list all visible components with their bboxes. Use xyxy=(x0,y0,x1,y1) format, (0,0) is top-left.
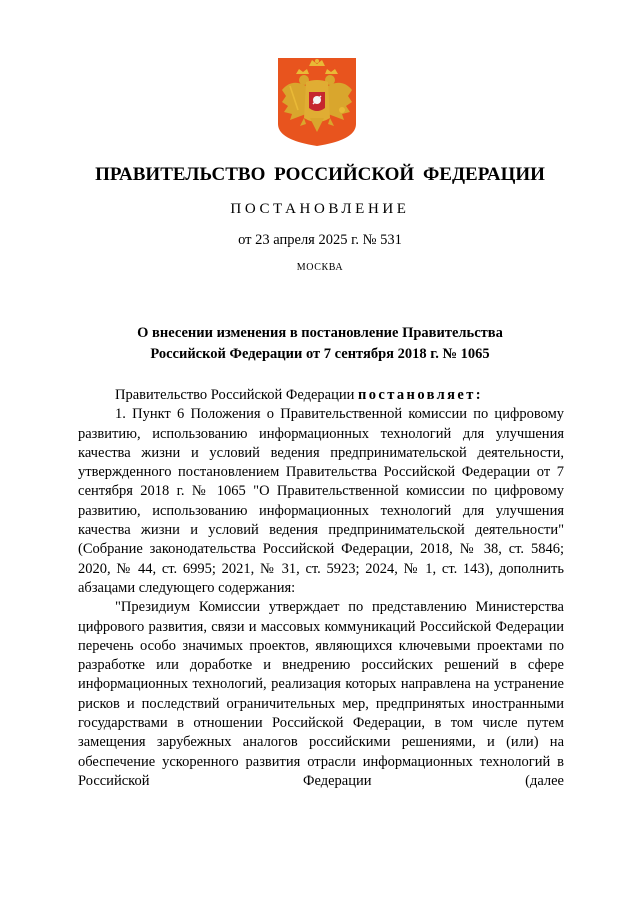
city: МОСКВА xyxy=(296,262,344,273)
paragraph-1: 1. Пункт 6 Положения о Правительственной комиссии по цифровому развитию, использованию информационных технологий для улучшения качества жизни и условий ведения предпринимательской деятельности, утвержденного постановлением Правительства Российской Федерации от 7 сентября 2018 г. № 1065 "О Правительственной комиссии по цифровому развитию, использованию информационных технологий для улучшения качества жизни и условий ведения предпринимательской деятельности" (Собрание законодательства Российской Федерации, 2018, № 38, ст. 5846; 2020, № 44, ст. 6995; 2021, № 31, ст. 5923; 2024, № 1, ст. 143), дополнить абзацами следующего содержания: xyxy=(78,406,564,596)
paragraph-2: "Президиум Комиссии утверждает по представлению Министерства цифрового развития, связи и массовых коммуникаций Российской Федерации перечень особо значимых проектов, являющихся ключевыми проектами по разработке или доработке и внедрению российских решений в сфере информационных технологий, реализация которых направлена на устранение рисков и последствий ограничительных мер, предпринятых иностранными государствами в отношении Российской Федерации, в том числе путем замещения зарубежных аналогов российскими решениями, и (или) на обеспечение ускоренного развития отрасли информационных технологий в Российской Федерации (далее xyxy=(78,599,564,789)
resolves-word: постановляет: xyxy=(357,387,484,403)
government-title: ПРАВИТЕЛЬСТВО РОССИЙСКОЙ ФЕДЕРАЦИИ xyxy=(95,164,545,185)
subject-line-2: Российской Федерации от 7 сентября 2018 г. № 1065 xyxy=(150,346,490,362)
russian-coat-of-arms-icon xyxy=(276,56,358,148)
resolves-intro: Правительство Российской Федерации xyxy=(115,387,358,403)
decree-date-number: от 23 апреля 2025 г. № 531 xyxy=(238,232,402,248)
decree-subject xyxy=(0,323,640,365)
decree-body xyxy=(78,386,564,791)
subject-line-1: О внесении изменения в постановление Правительства xyxy=(137,325,503,341)
resolves-paragraph xyxy=(78,386,564,405)
decree-type: ПОСТАНОВЛЕНИЕ xyxy=(230,201,410,217)
